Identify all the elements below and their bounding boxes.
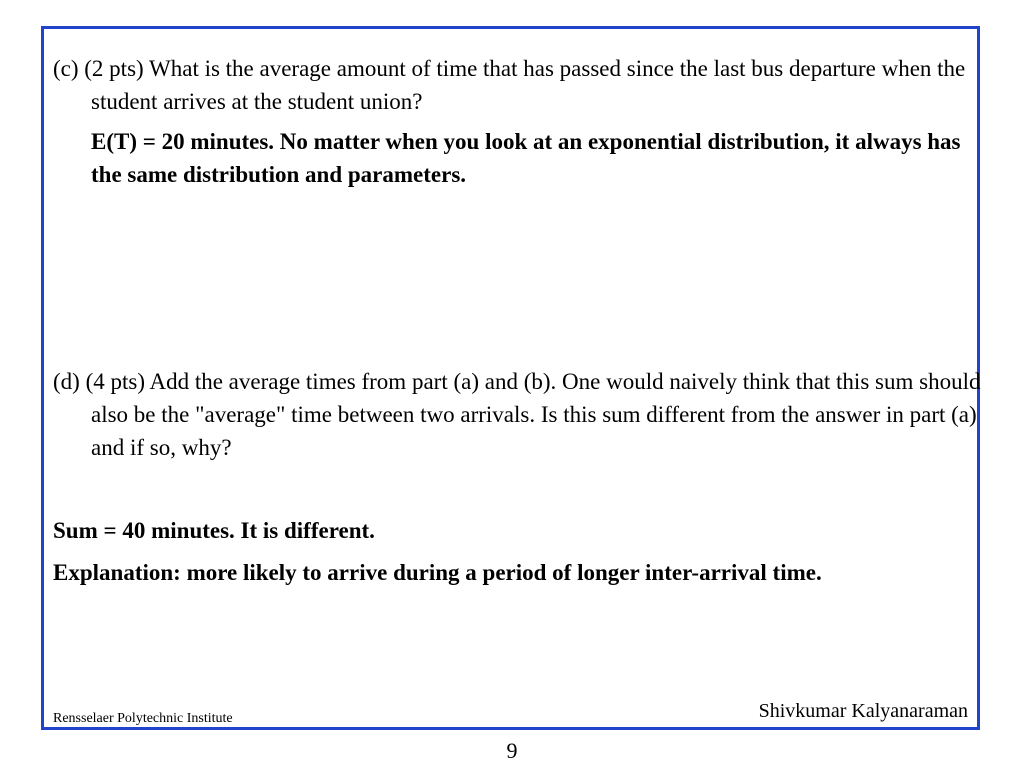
answer-c: E(T) = 20 minutes. No matter when you look at an exponential distribution, it always has the same distribution and parameters.	[91, 129, 961, 187]
answer-d-explanation: Explanation: more likely to arrive during a period of longer inter-arrival time.	[53, 560, 822, 585]
question-c: (c) (2 pts) What is the average amount of time that has passed since the last bus departure when the student arrives at the student union?	[53, 56, 966, 114]
author-footer: Shivkumar Kalyanaraman	[758, 700, 968, 722]
institution-footer: Rensselaer Polytechnic Institute	[53, 711, 233, 726]
question-d: (d) (4 pts) Add the average times from part (a) and (b). One would naively think that this sum should also be the "average" time between two arrivals. Is this sum different from the answer in part (a) and if so, why?	[53, 369, 981, 460]
answer-d-sum: Sum = 40 minutes. It is different.	[53, 518, 375, 543]
page-number: 9	[506, 738, 518, 763]
